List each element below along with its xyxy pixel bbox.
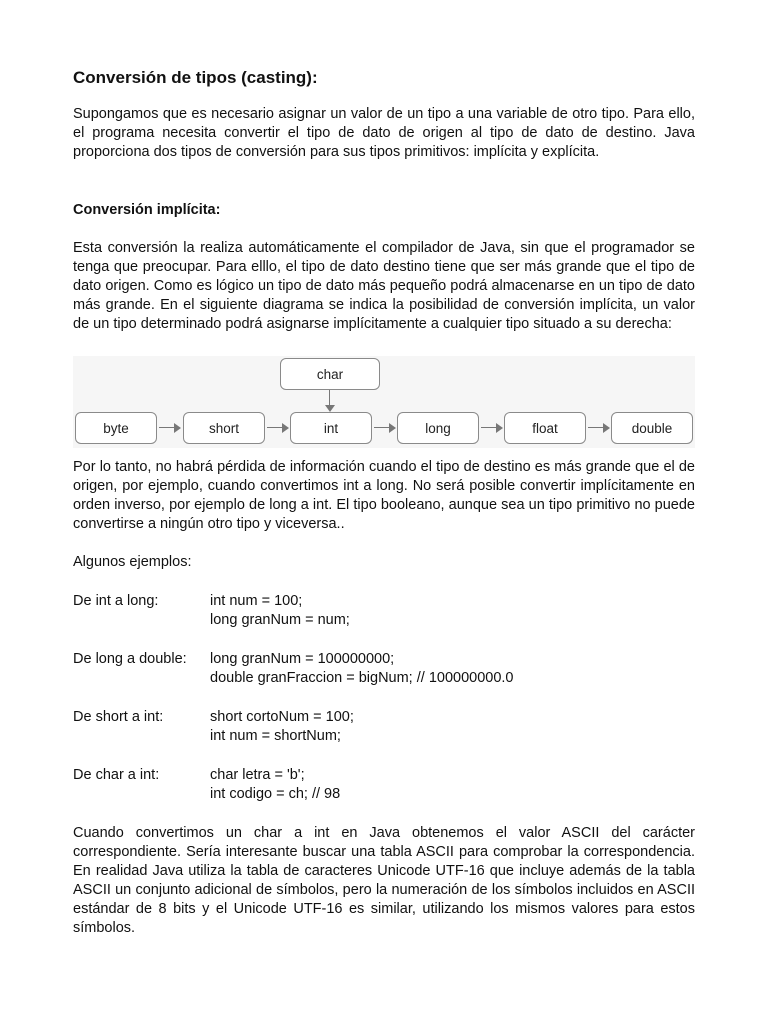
- code-line: int codigo = ch; // 98: [210, 786, 341, 802]
- type-box-float: float: [504, 412, 586, 444]
- intro-paragraph: Supongamos que es necesario asignar un valor de un tipo a una variable de otro tipo. Para ello, el programa necesita convertir el tipo de dato de origen al tipo de dato de destino. Java proporciona dos tipos de conversión para sus tipos primitivos: implícita y explícita.: [73, 106, 695, 160]
- after-diagram-paragraph: Por lo tanto, no habrá pérdida de información cuando el tipo de destino es más grande que el de origen, por ejemplo, cuando convertimos int a long. No será posible convertir implícitamente en orden inverso, por ejemplo de long a int. El tipo booleano, aunque sea un tipo primitivo no puede convertirse a ningún otro tipo y viceversa..: [73, 459, 695, 532]
- type-box-short: short: [183, 412, 265, 444]
- example-long-double: [73, 650, 695, 690]
- example-char-int: [73, 766, 695, 806]
- example-code: [210, 708, 354, 746]
- example-short-int: [73, 708, 695, 748]
- examples-heading: Algunos ejemplos:: [73, 554, 192, 570]
- arrow-right-icon: [159, 423, 181, 433]
- page-title: Conversión de tipos (casting):: [73, 68, 318, 87]
- code-line: int num = 100;: [210, 593, 303, 609]
- type-box-int: int: [290, 412, 372, 444]
- code-line: int num = shortNum;: [210, 728, 341, 744]
- code-line: char letra = 'b';: [210, 767, 305, 783]
- code-line: long granNum = num;: [210, 612, 350, 628]
- implicit-paragraph: Esta conversión la realiza automáticamente el compilador de Java, sin que el programador se tenga que preocupar. Para elllo, el tipo de dato destino tiene que ser más grande que el tipo de dato origen. Como es lógico un tipo de dato más pequeño podrá almacenarse en un tipo de dato más grande. En el siguiente diagrama se indica la posibilidad de conversión implícita, un valor de un tipo determinado podrá asignarse implícitamente a cualquier tipo situado a su derecha:: [73, 240, 695, 332]
- example-label: De char a int:: [73, 767, 160, 783]
- code-line: long granNum = 100000000;: [210, 651, 395, 667]
- arrow-right-icon: [588, 423, 610, 433]
- code-line: double granFraccion = bigNum; // 100000000.0: [210, 670, 514, 686]
- example-label: De int a long:: [73, 593, 159, 609]
- example-code: [210, 650, 514, 688]
- closing-paragraph: Cuando convertimos un char a int en Java obtenemos el valor ASCII del carácter correspondiente. Sería interesante buscar una tabla ASCII para comprobar la correspondencia. En realidad Java utiliza la tabla de caracteres Unicode UTF-16 que incluye además de la tabla ASCII un conjunto adicional de símbolos, pero la numeración de los símbolos incluidos en ASCII estándar de 8 bits y el Unicode UTF-16 es similar, utilizando los mismos valores para estos símbolos.: [73, 825, 695, 936]
- type-box-long: long: [397, 412, 479, 444]
- type-box-char: char: [280, 358, 380, 390]
- example-label: De short a int:: [73, 709, 164, 725]
- type-box-double: double: [611, 412, 693, 444]
- example-label: De long a double:: [73, 651, 187, 667]
- example-int-long: [73, 592, 695, 632]
- arrow-right-icon: [267, 423, 289, 433]
- arrow-right-icon: [481, 423, 503, 433]
- diagram-background: [73, 356, 695, 448]
- conversion-diagram: [73, 356, 695, 448]
- example-code: [210, 592, 350, 630]
- type-box-byte: byte: [75, 412, 157, 444]
- example-code: [210, 766, 340, 804]
- implicit-heading: Conversión implícita:: [73, 202, 221, 218]
- arrow-right-icon: [374, 423, 396, 433]
- arrow-down-icon: [325, 390, 335, 412]
- code-line: short cortoNum = 100;: [210, 709, 354, 725]
